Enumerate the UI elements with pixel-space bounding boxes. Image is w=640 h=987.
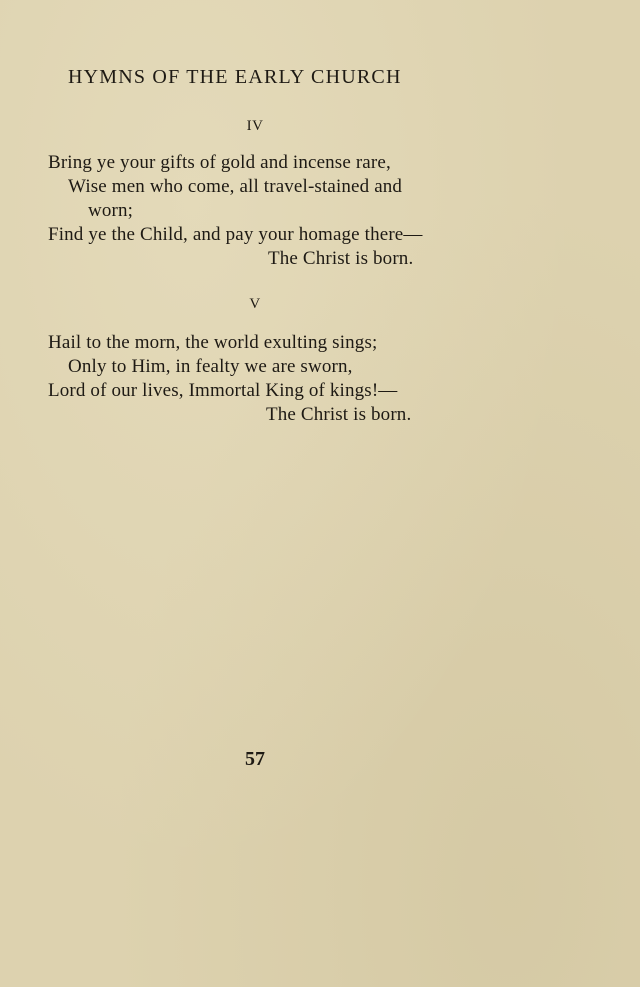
page-number: 57 — [245, 748, 265, 770]
verse-line: Wise men who come, all travel-stained and — [68, 176, 403, 197]
verse-line: Find ye the Child, and pay your homage there— — [48, 224, 423, 245]
running-head: HYMNS OF THE EARLY CHURCH — [68, 66, 402, 88]
refrain-line: The Christ is born. — [268, 248, 414, 269]
verse-line: worn; — [88, 200, 134, 221]
refrain-line: The Christ is born. — [266, 404, 412, 425]
stanza-number: V — [249, 296, 261, 312]
verse-line: Lord of our lives, Immortal King of kings!— — [48, 380, 398, 401]
verse-line: Only to Him, in fealty we are sworn, — [68, 356, 353, 377]
verse-line: Hail to the morn, the world exulting sings; — [48, 332, 378, 353]
stanza-number: IV — [246, 118, 264, 134]
verse-line: Bring ye your gifts of gold and incense rare, — [48, 152, 391, 173]
